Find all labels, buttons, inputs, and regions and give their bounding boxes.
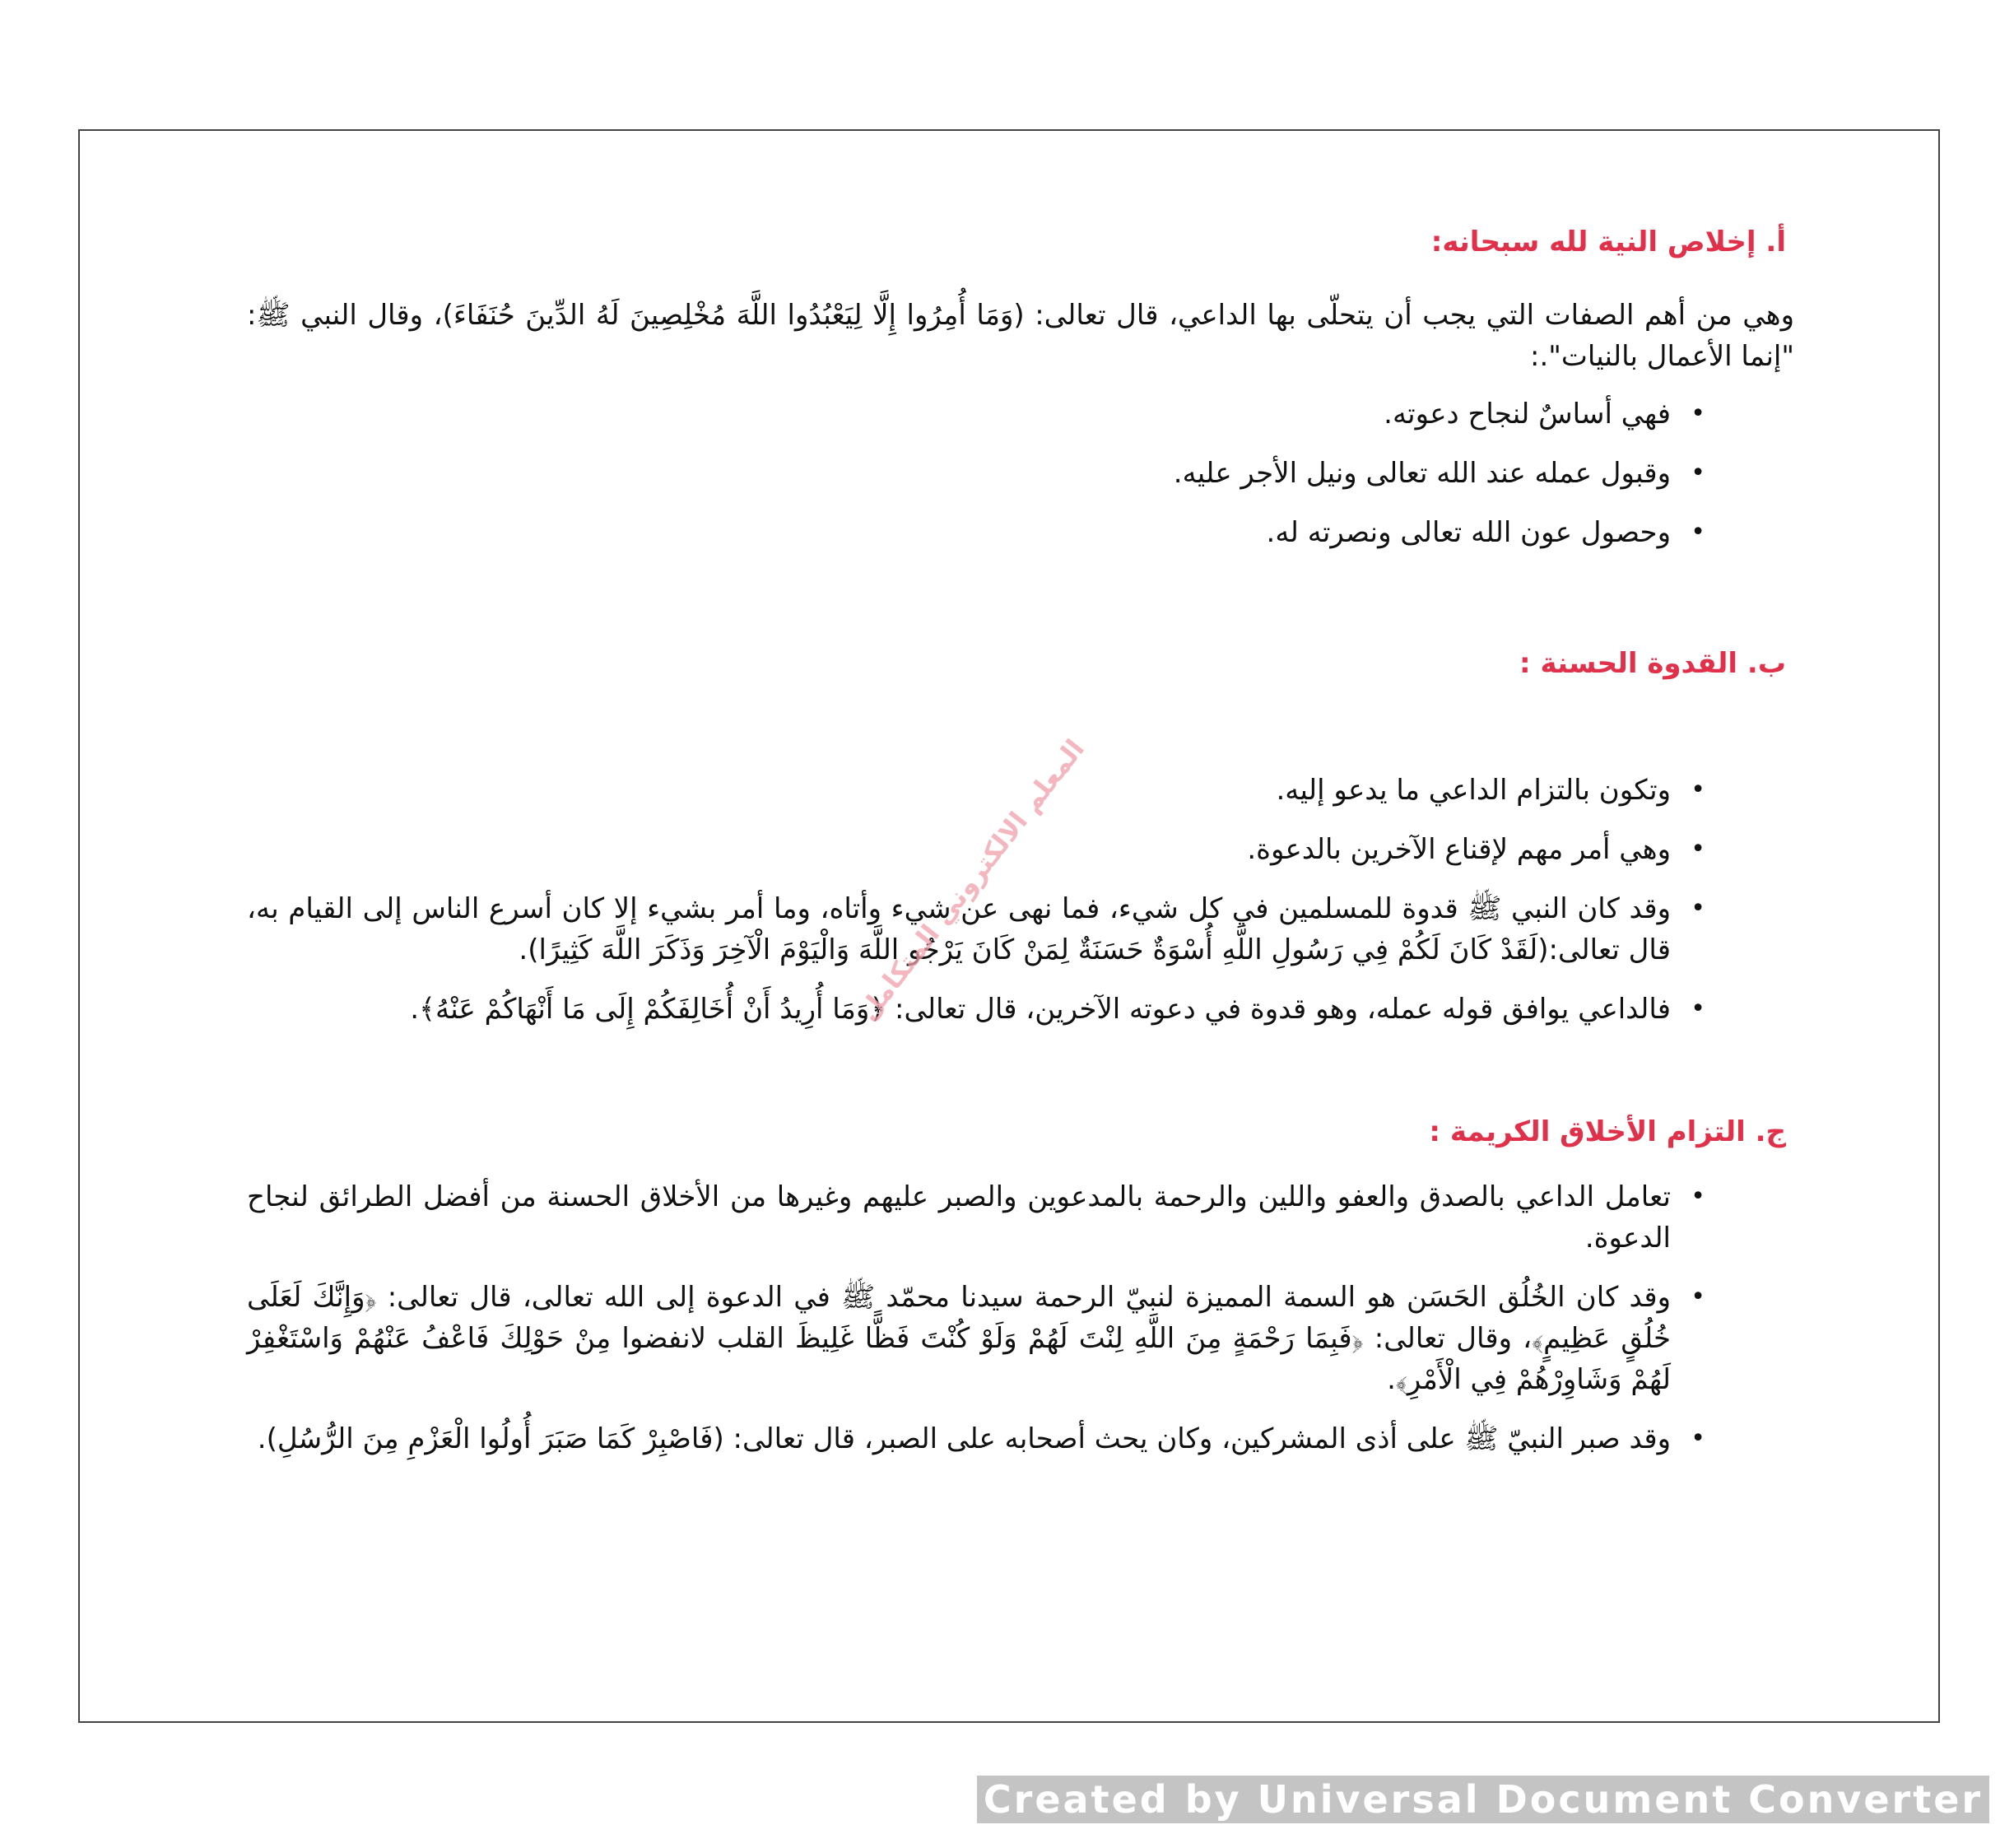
bullet-icon: • [1691, 1182, 1705, 1211]
section-b-heading: ب. القدوة الحسنة : [1519, 647, 1786, 680]
list-item: • وقد كان النبي ﷺ قدوة للمسلمين في كل شيء، فما نهى عن شيء وأتاه، وما أمر بشيء إلا كان أسرع الناس إلى القيام به، قال تعالى:(لَقَدْ كَانَ لَكُمْ فِي رَسُولِ اللَّهِ أُسْوَةٌ حَسَنَةٌ لِمَنْ كَانَ يَرْجُو اللَّهَ وَالْيَوْمَ الْآخِرَ وَذَكَرَ اللَّهَ كَثِيرًا). [247, 888, 1671, 971]
bullet-icon: • [1691, 459, 1705, 487]
list-item: • فهي أساسٌ لنجاح دعوته. [247, 393, 1671, 435]
bullet-icon: • [1691, 894, 1705, 923]
list-item: • فالداعي يوافق قوله عمله، وهو قدوة في دعوته الآخرين، قال تعالى: ﴿وَمَا أُرِيدُ أَنْ أُخَالِفَكُمْ إِلَى مَا أَنْهَاكُمْ عَنْهُ﴾. [247, 989, 1671, 1030]
document-content [247, 222, 1794, 1478]
bullet-icon: • [1691, 1282, 1705, 1311]
section-a-intro: وهي من أهم الصفات التي يجب أن يتحلّى بها الداعي، قال تعالى: (وَمَا أُمِرُوا إِلَّا لِيَعْبُدُوا اللَّهَ مُخْلِصِينَ لَهُ الدِّينَ حُنَفَاءَ)، وقال النبي ﷺ: "إنما الأعمال بالنيات".: [247, 299, 1794, 373]
watermark: المعلم الالكتروني المتكامل [852, 733, 1091, 1027]
converter-footer-banner: Created by Universal Document Converter [977, 1776, 1989, 1823]
list-item: • وقد كان الخُلُق الحَسَن هو السمة المميزة لنبيّ الرحمة سيدنا محمّد ﷺ في الدعوة إلى الله تعالى، قال تعالى: ﴿وَإِنَّكَ لَعَلَى خُلُقٍ عَظِيمٍ﴾، وقال تعالى: ﴿فَبِمَا رَحْمَةٍ مِنَ اللَّهِ لِنْتَ لَهُمْ وَلَوْ كُنْتَ فَظًّا غَلِيظَ القلب لانفضوا مِنْ حَوْلِكَ فَاعْفُ عَنْهُمْ وَاسْتَغْفِرْ لَهُمْ وَشَاوِرْهُمْ فِي الْأَمْرِ﴾. [247, 1277, 1671, 1400]
section-c-heading: ج. التزام الأخلاق الكريمة : [1429, 1115, 1786, 1148]
bullet-icon: • [1691, 775, 1705, 804]
list-item: • وهي أمر مهم لإقناع الآخرين بالدعوة. [247, 829, 1671, 870]
bullet-icon: • [1691, 994, 1705, 1023]
list-item: • وتكون بالتزام الداعي ما يدعو إليه. [247, 770, 1671, 811]
list-item: • وقبول عمله عند الله تعالى ونيل الأجر عليه. [247, 453, 1671, 494]
list-item: • تعامل الداعي بالصدق والعفو واللين والرحمة بالمدعوين والصبر عليهم وغيرها من الأخلاق الحسنة من أفضل الطرائق لنجاح الدعوة. [247, 1176, 1671, 1259]
list-item: • وحصول عون الله تعالى ونصرته له. [247, 512, 1671, 553]
section-c-list [247, 1176, 1794, 1459]
section-a-list [247, 393, 1794, 553]
bullet-icon: • [1691, 518, 1705, 547]
bullet-icon: • [1691, 1424, 1705, 1453]
section-a-heading: أ. إخلاص النية لله سبحانه: [1430, 226, 1786, 258]
bullet-icon: • [1691, 399, 1705, 428]
bullet-icon: • [1691, 835, 1705, 863]
list-item: • وقد صبر النبيّ ﷺ على أذى المشركين، وكان يحث أصحابه على الصبر، قال تعالى: (فَاصْبِرْ كَمَا صَبَرَ أُولُوا الْعَزْمِ مِنَ الرُّسُلِ). [247, 1418, 1671, 1459]
